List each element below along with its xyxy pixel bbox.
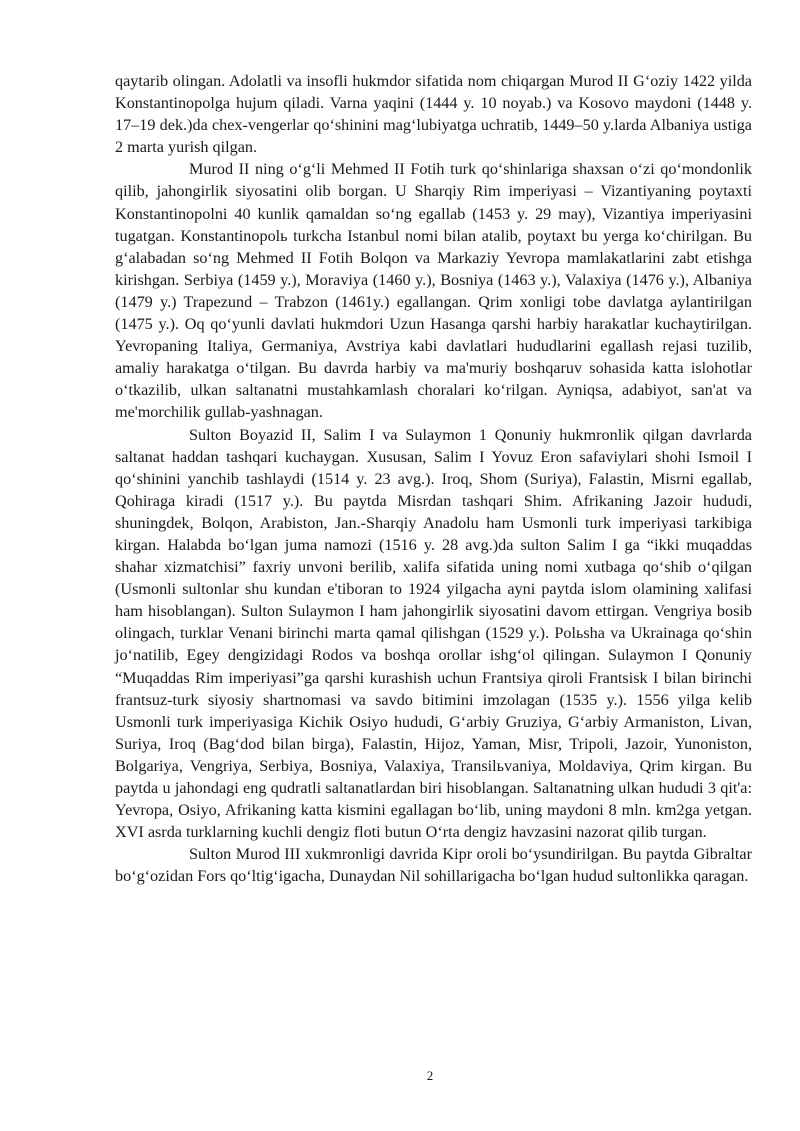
page-number: 2 bbox=[426, 1068, 434, 1083]
paragraph-1: qaytarib olingan. Adolatli va insofli hukmdor sifatida nom chiqargan Murod II G‘oziy 1422 yilda Konstantinopolga hujum qiladi. Varna yaqini (1444 y. 10 noyab.) va Kosovo maydoni (1448 y. 17–19 dek.)da chex-vengerlar qo‘shinini mag‘lubiyatga uchratib, 1449–50 y.larda Albaniya ustiga 2 marta yurish qilgan. bbox=[115, 72, 752, 157]
paragraph-2: Murod II ning o‘g‘li Mehmed II Fotih turk qo‘shinlariga shaxsan o‘zi qo‘mondonlik qilib, jahongirlik siyosatini olib borgan. U Sharqiy Rim imperiyasi – Vizantiyaning poytaxti Konstantinopolni 40 kunlik qamaldan so‘ng egallab (1453 y. 29 may), Vizantiya imperiyasini tugatgan. Konstantinopolь turkcha Istanbul nomi bilan atalib, poytaxt bu yerga ko‘chirilgan. Bu g‘alabadan so‘ng Mehmed II Fotih Bolqon va Markaziy Yevropa mamlakatlarini zabt etishga kirishgan. Serbiya (1459 y.), Moraviya (1460 y.), Bosniya (1463 y.), Valaxiya (1476 y.), Albaniya (1479 y.) Trapezund – Trabzon (1461y.) egallangan. Qrim xonligi tobe davlatga aylantirilgan (1475 y.). Oq qo‘yunli davlati hukmdori Uzun Hasanga qarshi harbiy harakatlar kuchaytirilgan. Yevropaning Italiya, Germaniya, Avstriya kabi davlatlari hududlarini egallash rejasi tuzilib, amaliy harakatga o‘tilgan. Bu davrda harbiy va ma'muriy boshqaruv sohasida katta islohotlar o‘tkazilib, ulkan saltanatni mustahkamlash choralari ko‘rilgan. Ayniqsa, adabiyot, san'at va me'morchilik gullab-yashnagan. bbox=[115, 160, 752, 422]
document-page bbox=[115, 70, 752, 887]
paragraph-3: Sulton Boyazid II, Salim I va Sulaymon 1 Qonuniy hukmronlik qilgan davrlarda saltanat haddan tashqari kuchaygan. Xususan, Salim I Yovuz Eron safaviylari shohi Ismoil I qo‘shinini yanchib tashlaydi (1514 y. 23 avg.). Iroq, Shom (Suriya), Falastin, Misrni egallab, Qohiraga kiradi (1517 y.). Bu paytda Misrdan tashqari Shim. Afrikaning Jazoir hududi, shuningdek, Bolqon, Arabiston, Jan.-Sharqiy Anadolu ham Usmonli turk imperiyasi tarkibiga kirgan. Halabda bo‘lgan juma namozi (1516 y. 28 avg.)da sulton Salim I ga “ikki muqaddas shahar xizmatchisi” faxriy unvoni berilib, xalifa sifatida uning nomi xutbaga qo‘shib o‘qilgan (Usmonli sultonlar shu kundan e'tiboran to 1924 yilgacha ayni paytda islom olamining xalifasi ham hisoblangan). Sulton Sulaymon I ham jahongirlik siyosatini davom ettirgan. Vengriya bosib olingach, turklar Venani birinchi marta qamal qilishgan (1529 y.). Polьsha va Ukrainaga qo‘shin jo‘natilib, Egey dengizidagi Rodos va boshqa orollar ishg‘ol qilingan. Sulaymon I Qonuniy “Muqaddas Rim imperiyasi”ga qarshi kurashish uchun Frantsiya qiroli Frantsisk I bilan birinchi frantsuz-turk siyosiy shartnomasi va savdo bitimini imzolagan (1535 y.). 1556 yilga kelib Usmonli turk imperiyasiga Kichik Osiyo hududi, G‘arbiy Gruziya, G‘arbiy Armaniston, Livan, Suriya, Iroq (Bag‘dod bilan birga), Falastin, Hijoz, Yaman, Misr, Tripoli, Jazoir, Yunoniston, Bolgariya, Vengriya, Serbiya, Bosniya, Valaxiya, Transilьvaniya, Moldaviya, Qrim kirgan. Bu paytda u jahondagi eng qudratli saltanatlardan biri hisoblangan. Saltanatning ulkan hududi 3 qit'a: Yevropa, Osiyo, Afrikaning katta kismini egallagan bo‘lib, uning maydoni 8 mln. km2ga yetgan. XVI asrda turklarning kuchli dengiz floti butun O‘rta dengiz havzasini nazorat qilib turgan. bbox=[115, 425, 752, 842]
paragraph-4: Sulton Murod III xukmronligi davrida Kipr oroli bo‘ysundirilgan. Bu paytda Gibraltar bo‘g‘ozidan Fors qo‘ltig‘igacha, Dunaydan Nil sohillarigacha bo‘lgan hudud sultonlikka qaragan. bbox=[115, 845, 752, 886]
